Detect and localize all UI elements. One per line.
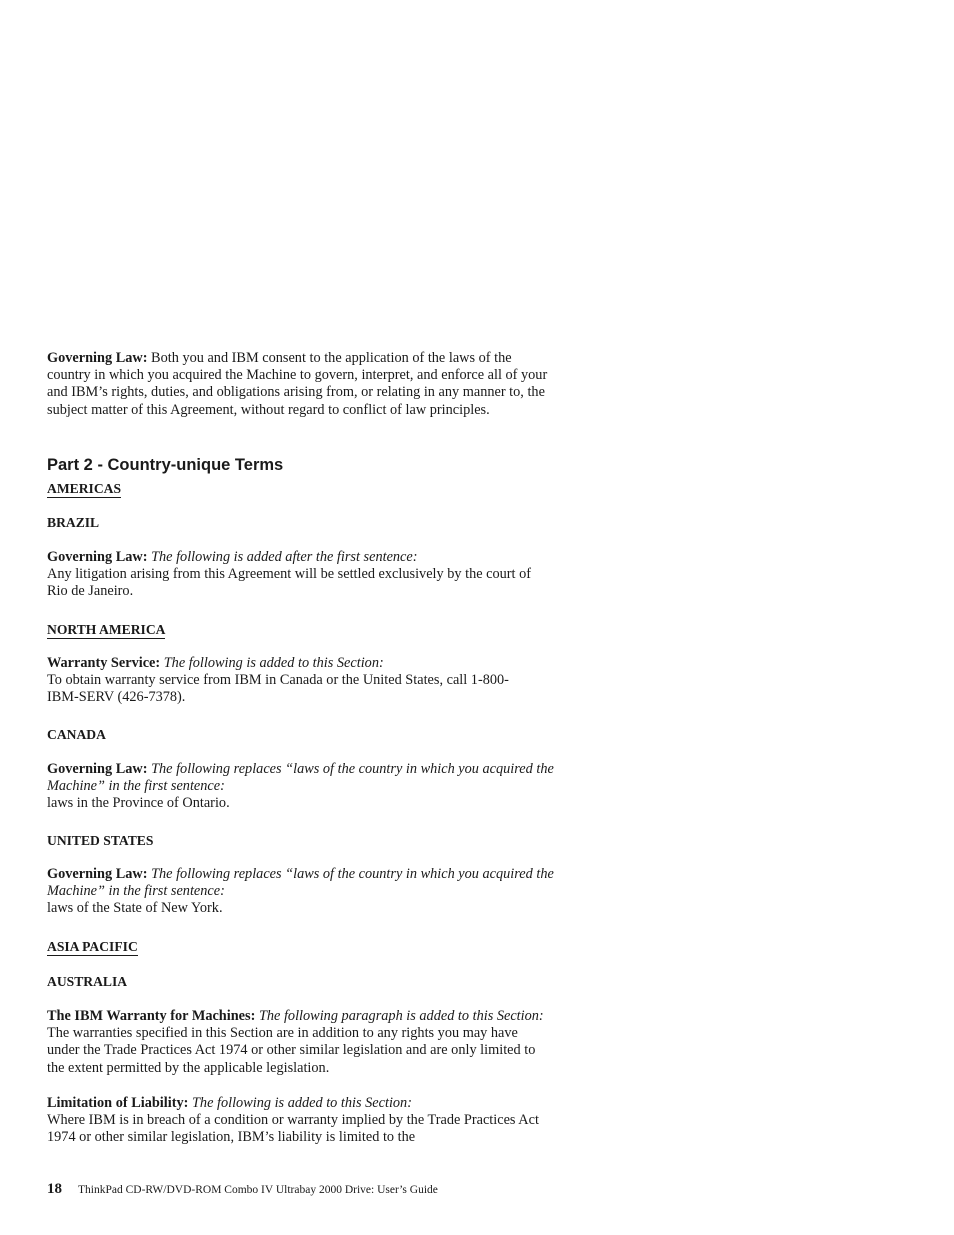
australia-liability-text: Where IBM is in breach of a condition or warranty implied by the Trade Practices Act 1974 or other similar legislation, IBM’s liability is limited to the (47, 1112, 539, 1146)
australia-liability-label: Limitation of Liability: (47, 1095, 189, 1111)
warranty-service-intro: The following is added to this Section: (163, 655, 384, 671)
region-north-america (47, 621, 555, 639)
country-united-states: UNITED STATES (47, 833, 154, 848)
governing-law-text: Both you and IBM consent to the application of the laws of the country in which you acquired the Machine to govern, interpret, and enforce all of your and IBM’s rights, duties, and obligations arising from, or relating in any manner to, the subject matter of this Agreement, without regard to conflict of law principles. (47, 350, 548, 418)
governing-law-paragraph (47, 350, 555, 419)
canada-gov-text: laws in the Province of Ontario. (47, 795, 230, 812)
australia-liability (47, 1095, 555, 1147)
region-asia-pacific-label: ASIA PACIFIC (47, 939, 138, 954)
canada-gov-intro: The following replaces “laws of the country in which you acquired the Machine” in the first sentence: (47, 761, 554, 795)
brazil-gov-intro: The following is added after the first sentence: (151, 549, 418, 565)
part2-heading: Part 2 - Country-unique Terms (47, 456, 284, 474)
australia-liability-intro: The following is added to this Section: (191, 1095, 412, 1111)
governing-law-label: Governing Law: (47, 350, 148, 366)
warranty-service-label: Warranty Service: (47, 655, 161, 671)
brazil-governing-law (47, 549, 555, 601)
region-north-america-label: NORTH AMERICA (47, 622, 166, 637)
canada-gov-label: Governing Law: (47, 761, 148, 777)
brazil-gov-label: Governing Law: (47, 549, 148, 565)
warranty-service (47, 655, 555, 707)
australia-warranty (47, 1008, 562, 1077)
region-americas (47, 480, 555, 498)
region-americas-label: AMERICAS (47, 481, 122, 496)
page-footer (47, 1181, 438, 1198)
us-gov-intro: The following replaces “laws of the country in which you acquired the Machine” in the first sentence: (47, 866, 554, 900)
australia-warranty-intro: The following paragraph is added to this Section: (258, 1008, 544, 1024)
us-gov-text: laws of the State of New York. (47, 900, 223, 917)
brazil-gov-text: Any litigation arising from this Agreement will be settled exclusively by the court of Rio de Janeiro. (47, 566, 532, 600)
footer-title: ThinkPad CD-RW/DVD-ROM Combo IV Ultrabay 2000 Drive: User’s Guide (78, 1184, 438, 1196)
us-governing-law (47, 866, 555, 918)
us-gov-label: Governing Law: (47, 866, 148, 882)
country-australia: AUSTRALIA (47, 974, 128, 989)
region-asia-pacific (47, 938, 555, 956)
australia-warranty-label: The IBM Warranty for Machines: (47, 1008, 256, 1024)
warranty-service-text: To obtain warranty service from IBM in Canada or the United States, call 1-800-IBM-SERV (426-7378). (47, 672, 509, 706)
canada-governing-law (47, 761, 555, 813)
australia-warranty-text: The warranties specified in this Section are in addition to any rights you may have under the Trade Practices Act 1974 or other similar legislation and are only limited to the extent permitted by the applicable legislation. (47, 1025, 536, 1076)
country-canada: CANADA (47, 727, 106, 742)
page-number: 18 (47, 1181, 62, 1197)
country-brazil: BRAZIL (47, 515, 100, 530)
